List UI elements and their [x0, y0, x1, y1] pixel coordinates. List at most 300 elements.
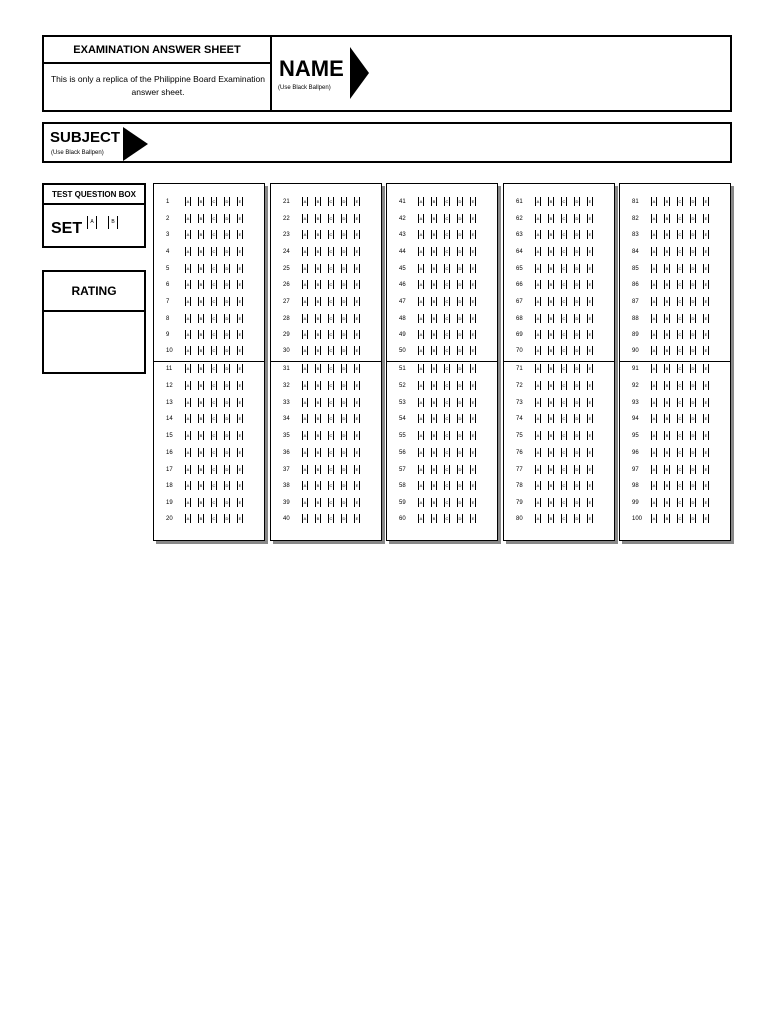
- answer-bubble[interactable]: B: [549, 500, 553, 505]
- answer-bubble[interactable]: C: [562, 400, 566, 405]
- answer-bubble[interactable]: C: [678, 282, 682, 287]
- answer-bubble[interactable]: B: [316, 216, 320, 221]
- answer-bubble[interactable]: A: [419, 416, 423, 421]
- answer-bubble[interactable]: C: [562, 316, 566, 321]
- answer-bubble[interactable]: D: [691, 232, 695, 237]
- answer-bubble[interactable]: D: [691, 282, 695, 287]
- answer-bubble[interactable]: A: [536, 383, 540, 388]
- answer-bubble[interactable]: B: [549, 483, 553, 488]
- answer-bubble[interactable]: E: [355, 433, 359, 438]
- answer-bubble[interactable]: C: [445, 232, 449, 237]
- answer-bubble[interactable]: B: [432, 282, 436, 287]
- answer-bubble[interactable]: B: [432, 316, 436, 321]
- answer-bubble[interactable]: E: [471, 266, 475, 271]
- answer-bubble[interactable]: C: [562, 433, 566, 438]
- answer-bubble[interactable]: E: [588, 450, 592, 455]
- answer-bubble[interactable]: C: [445, 348, 449, 353]
- answer-bubble[interactable]: D: [691, 483, 695, 488]
- answer-bubble[interactable]: A: [536, 483, 540, 488]
- answer-bubble[interactable]: E: [238, 467, 242, 472]
- answer-bubble[interactable]: D: [342, 483, 346, 488]
- answer-bubble[interactable]: A: [652, 366, 656, 371]
- answer-bubble[interactable]: A: [186, 383, 190, 388]
- answer-bubble[interactable]: B: [665, 400, 669, 405]
- answer-bubble[interactable]: C: [678, 467, 682, 472]
- answer-bubble[interactable]: A: [303, 500, 307, 505]
- answer-bubble[interactable]: D: [575, 332, 579, 337]
- answer-bubble[interactable]: E: [588, 416, 592, 421]
- answer-bubble[interactable]: B: [549, 467, 553, 472]
- answer-bubble[interactable]: E: [355, 249, 359, 254]
- answer-bubble[interactable]: B: [432, 249, 436, 254]
- answer-bubble[interactable]: E: [471, 299, 475, 304]
- answer-bubble[interactable]: D: [342, 383, 346, 388]
- answer-bubble[interactable]: A: [536, 332, 540, 337]
- answer-bubble[interactable]: D: [342, 516, 346, 521]
- answer-bubble[interactable]: B: [199, 332, 203, 337]
- answer-bubble[interactable]: E: [355, 316, 359, 321]
- answer-bubble[interactable]: D: [691, 383, 695, 388]
- answer-bubble[interactable]: E: [471, 500, 475, 505]
- answer-bubble[interactable]: B: [432, 433, 436, 438]
- answer-bubble[interactable]: B: [665, 366, 669, 371]
- answer-bubble[interactable]: E: [704, 332, 708, 337]
- answer-bubble[interactable]: C: [562, 467, 566, 472]
- answer-bubble[interactable]: B: [199, 483, 203, 488]
- answer-bubble[interactable]: A: [303, 282, 307, 287]
- answer-bubble[interactable]: E: [704, 433, 708, 438]
- answer-bubble[interactable]: E: [238, 299, 242, 304]
- answer-bubble[interactable]: C: [212, 299, 216, 304]
- answer-bubble[interactable]: B: [665, 383, 669, 388]
- answer-bubble[interactable]: C: [678, 383, 682, 388]
- answer-bubble[interactable]: E: [471, 433, 475, 438]
- answer-bubble[interactable]: E: [238, 199, 242, 204]
- answer-bubble[interactable]: B: [316, 416, 320, 421]
- answer-bubble[interactable]: A: [652, 282, 656, 287]
- answer-bubble[interactable]: C: [678, 232, 682, 237]
- answer-bubble[interactable]: E: [355, 332, 359, 337]
- answer-bubble[interactable]: B: [199, 266, 203, 271]
- answer-bubble[interactable]: D: [342, 216, 346, 221]
- answer-bubble[interactable]: A: [652, 299, 656, 304]
- answer-bubble[interactable]: A: [419, 299, 423, 304]
- answer-bubble[interactable]: D: [575, 416, 579, 421]
- answer-bubble[interactable]: E: [588, 400, 592, 405]
- answer-bubble[interactable]: C: [212, 266, 216, 271]
- answer-bubble[interactable]: C: [678, 216, 682, 221]
- answer-bubble[interactable]: A: [186, 299, 190, 304]
- answer-bubble[interactable]: D: [575, 467, 579, 472]
- answer-bubble[interactable]: A: [652, 232, 656, 237]
- answer-bubble[interactable]: D: [575, 400, 579, 405]
- answer-bubble[interactable]: B: [549, 348, 553, 353]
- answer-bubble[interactable]: C: [678, 483, 682, 488]
- answer-bubble[interactable]: D: [458, 467, 462, 472]
- answer-bubble[interactable]: A: [186, 483, 190, 488]
- answer-bubble[interactable]: A: [303, 450, 307, 455]
- answer-bubble[interactable]: D: [342, 500, 346, 505]
- answer-bubble[interactable]: D: [342, 332, 346, 337]
- answer-bubble[interactable]: C: [212, 483, 216, 488]
- answer-bubble[interactable]: B: [549, 516, 553, 521]
- answer-bubble[interactable]: E: [588, 467, 592, 472]
- answer-bubble[interactable]: D: [342, 450, 346, 455]
- answer-bubble[interactable]: D: [342, 416, 346, 421]
- answer-bubble[interactable]: E: [355, 500, 359, 505]
- answer-bubble[interactable]: E: [588, 366, 592, 371]
- answer-bubble[interactable]: B: [199, 199, 203, 204]
- answer-bubble[interactable]: B: [316, 500, 320, 505]
- answer-bubble[interactable]: A: [303, 516, 307, 521]
- answer-bubble[interactable]: E: [704, 383, 708, 388]
- answer-bubble[interactable]: D: [342, 199, 346, 204]
- answer-bubble[interactable]: B: [199, 383, 203, 388]
- answer-bubble[interactable]: E: [471, 282, 475, 287]
- answer-bubble[interactable]: E: [704, 216, 708, 221]
- answer-bubble[interactable]: E: [704, 282, 708, 287]
- answer-bubble[interactable]: E: [238, 316, 242, 321]
- answer-bubble[interactable]: B: [316, 433, 320, 438]
- answer-bubble[interactable]: D: [342, 366, 346, 371]
- answer-bubble[interactable]: E: [588, 433, 592, 438]
- answer-bubble[interactable]: E: [471, 216, 475, 221]
- answer-bubble[interactable]: D: [225, 383, 229, 388]
- answer-bubble[interactable]: D: [575, 383, 579, 388]
- answer-bubble[interactable]: E: [704, 199, 708, 204]
- answer-bubble[interactable]: A: [419, 433, 423, 438]
- answer-bubble[interactable]: A: [303, 383, 307, 388]
- answer-bubble[interactable]: B: [316, 366, 320, 371]
- answer-bubble[interactable]: D: [575, 348, 579, 353]
- answer-bubble[interactable]: E: [471, 348, 475, 353]
- answer-bubble[interactable]: D: [225, 516, 229, 521]
- answer-bubble[interactable]: A: [536, 516, 540, 521]
- answer-bubble[interactable]: E: [238, 450, 242, 455]
- answer-bubble[interactable]: E: [588, 383, 592, 388]
- answer-bubble[interactable]: C: [212, 232, 216, 237]
- answer-bubble[interactable]: C: [329, 366, 333, 371]
- answer-bubble[interactable]: B: [549, 249, 553, 254]
- answer-bubble[interactable]: D: [342, 282, 346, 287]
- answer-bubble[interactable]: C: [678, 332, 682, 337]
- answer-bubble[interactable]: A: [652, 332, 656, 337]
- answer-bubble[interactable]: A: [652, 516, 656, 521]
- answer-bubble[interactable]: D: [458, 366, 462, 371]
- answer-bubble[interactable]: C: [329, 332, 333, 337]
- answer-bubble[interactable]: E: [238, 383, 242, 388]
- answer-bubble[interactable]: C: [562, 516, 566, 521]
- answer-bubble[interactable]: C: [678, 348, 682, 353]
- answer-bubble[interactable]: E: [355, 199, 359, 204]
- answer-bubble[interactable]: A: [536, 400, 540, 405]
- answer-bubble[interactable]: A: [536, 500, 540, 505]
- answer-bubble[interactable]: A: [303, 467, 307, 472]
- answer-bubble[interactable]: D: [225, 299, 229, 304]
- answer-bubble[interactable]: E: [355, 232, 359, 237]
- answer-bubble[interactable]: E: [588, 266, 592, 271]
- answer-bubble[interactable]: E: [238, 348, 242, 353]
- answer-bubble[interactable]: A: [652, 348, 656, 353]
- answer-bubble[interactable]: D: [691, 199, 695, 204]
- answer-bubble[interactable]: E: [238, 249, 242, 254]
- answer-bubble[interactable]: D: [575, 249, 579, 254]
- answer-bubble[interactable]: D: [458, 199, 462, 204]
- answer-bubble[interactable]: D: [225, 433, 229, 438]
- answer-bubble[interactable]: B: [199, 500, 203, 505]
- answer-bubble[interactable]: D: [342, 400, 346, 405]
- answer-bubble[interactable]: B: [316, 467, 320, 472]
- answer-bubble[interactable]: B: [432, 199, 436, 204]
- answer-bubble[interactable]: E: [704, 500, 708, 505]
- answer-bubble[interactable]: D: [458, 216, 462, 221]
- answer-bubble[interactable]: E: [471, 400, 475, 405]
- answer-bubble[interactable]: E: [238, 483, 242, 488]
- answer-bubble[interactable]: A: [303, 266, 307, 271]
- answer-bubble[interactable]: B: [549, 199, 553, 204]
- answer-bubble[interactable]: D: [691, 332, 695, 337]
- answer-bubble[interactable]: E: [355, 299, 359, 304]
- answer-bubble[interactable]: E: [355, 282, 359, 287]
- answer-bubble[interactable]: A: [536, 316, 540, 321]
- answer-bubble[interactable]: E: [704, 348, 708, 353]
- answer-bubble[interactable]: A: [652, 383, 656, 388]
- answer-bubble[interactable]: A: [419, 348, 423, 353]
- answer-bubble[interactable]: A: [419, 450, 423, 455]
- answer-bubble[interactable]: E: [471, 467, 475, 472]
- answer-bubble[interactable]: A: [186, 249, 190, 254]
- answer-bubble[interactable]: A: [186, 516, 190, 521]
- answer-bubble[interactable]: A: [303, 216, 307, 221]
- answer-bubble[interactable]: B: [665, 467, 669, 472]
- answer-bubble[interactable]: D: [575, 450, 579, 455]
- answer-bubble[interactable]: A: [652, 450, 656, 455]
- answer-bubble[interactable]: C: [445, 249, 449, 254]
- answer-bubble[interactable]: C: [562, 216, 566, 221]
- answer-bubble[interactable]: A: [303, 400, 307, 405]
- answer-bubble[interactable]: B: [316, 483, 320, 488]
- answer-bubble[interactable]: B: [665, 516, 669, 521]
- answer-bubble[interactable]: E: [238, 416, 242, 421]
- answer-bubble[interactable]: B: [665, 348, 669, 353]
- answer-bubble[interactable]: C: [445, 266, 449, 271]
- answer-bubble[interactable]: B: [665, 232, 669, 237]
- answer-bubble[interactable]: D: [691, 266, 695, 271]
- answer-bubble[interactable]: B: [665, 500, 669, 505]
- answer-bubble[interactable]: A: [419, 483, 423, 488]
- answer-bubble[interactable]: A: [652, 433, 656, 438]
- answer-bubble[interactable]: B: [432, 383, 436, 388]
- answer-bubble[interactable]: C: [329, 249, 333, 254]
- answer-bubble[interactable]: C: [678, 516, 682, 521]
- answer-bubble[interactable]: C: [445, 450, 449, 455]
- answer-bubble[interactable]: E: [704, 467, 708, 472]
- answer-bubble[interactable]: B: [316, 516, 320, 521]
- answer-bubble[interactable]: A: [419, 266, 423, 271]
- answer-bubble[interactable]: E: [588, 299, 592, 304]
- answer-bubble[interactable]: A: [303, 199, 307, 204]
- answer-bubble[interactable]: E: [471, 316, 475, 321]
- answer-bubble[interactable]: C: [212, 366, 216, 371]
- answer-bubble[interactable]: E: [704, 232, 708, 237]
- answer-bubble[interactable]: B: [316, 282, 320, 287]
- answer-bubble[interactable]: B: [316, 266, 320, 271]
- answer-bubble[interactable]: C: [678, 500, 682, 505]
- answer-bubble[interactable]: A: [536, 348, 540, 353]
- answer-bubble[interactable]: E: [704, 366, 708, 371]
- answer-bubble[interactable]: C: [445, 416, 449, 421]
- answer-bubble[interactable]: C: [329, 316, 333, 321]
- answer-bubble[interactable]: A: [186, 266, 190, 271]
- answer-bubble[interactable]: D: [691, 299, 695, 304]
- answer-bubble[interactable]: C: [445, 433, 449, 438]
- answer-bubble[interactable]: E: [238, 282, 242, 287]
- answer-bubble[interactable]: D: [458, 483, 462, 488]
- answer-bubble[interactable]: D: [691, 400, 695, 405]
- answer-bubble[interactable]: C: [678, 433, 682, 438]
- answer-bubble[interactable]: E: [704, 483, 708, 488]
- answer-bubble[interactable]: D: [691, 416, 695, 421]
- answer-bubble[interactable]: C: [445, 500, 449, 505]
- answer-bubble[interactable]: D: [458, 500, 462, 505]
- answer-bubble[interactable]: A: [652, 416, 656, 421]
- answer-bubble[interactable]: D: [691, 433, 695, 438]
- answer-bubble[interactable]: E: [471, 416, 475, 421]
- answer-bubble[interactable]: C: [445, 467, 449, 472]
- answer-bubble[interactable]: B: [665, 483, 669, 488]
- answer-bubble[interactable]: D: [575, 483, 579, 488]
- answer-bubble[interactable]: C: [562, 416, 566, 421]
- answer-bubble[interactable]: D: [458, 332, 462, 337]
- answer-bubble[interactable]: D: [342, 467, 346, 472]
- answer-bubble[interactable]: E: [238, 332, 242, 337]
- answer-bubble[interactable]: E: [355, 416, 359, 421]
- answer-bubble[interactable]: E: [355, 450, 359, 455]
- answer-bubble[interactable]: B: [432, 416, 436, 421]
- answer-bubble[interactable]: D: [458, 400, 462, 405]
- answer-bubble[interactable]: C: [678, 249, 682, 254]
- answer-bubble[interactable]: B: [432, 500, 436, 505]
- answer-bubble[interactable]: A: [303, 416, 307, 421]
- answer-bubble[interactable]: A: [419, 199, 423, 204]
- answer-bubble[interactable]: A: [652, 216, 656, 221]
- answer-bubble[interactable]: B: [316, 450, 320, 455]
- answer-bubble[interactable]: E: [355, 383, 359, 388]
- answer-bubble[interactable]: B: [199, 467, 203, 472]
- answer-bubble[interactable]: E: [355, 216, 359, 221]
- answer-bubble[interactable]: A: [186, 232, 190, 237]
- answer-bubble[interactable]: D: [225, 216, 229, 221]
- answer-bubble[interactable]: A: [652, 316, 656, 321]
- answer-bubble[interactable]: A: [536, 416, 540, 421]
- answer-bubble[interactable]: D: [342, 249, 346, 254]
- answer-bubble[interactable]: B: [432, 216, 436, 221]
- answer-bubble[interactable]: B: [665, 299, 669, 304]
- answer-bubble[interactable]: A: [536, 299, 540, 304]
- answer-bubble[interactable]: C: [212, 467, 216, 472]
- answer-bubble[interactable]: B: [199, 516, 203, 521]
- answer-bubble[interactable]: A: [303, 348, 307, 353]
- answer-bubble[interactable]: B: [665, 416, 669, 421]
- answer-bubble[interactable]: A: [186, 216, 190, 221]
- answer-bubble[interactable]: A: [419, 332, 423, 337]
- answer-bubble[interactable]: D: [225, 467, 229, 472]
- answer-bubble[interactable]: C: [212, 216, 216, 221]
- answer-bubble[interactable]: D: [225, 348, 229, 353]
- answer-bubble[interactable]: B: [549, 216, 553, 221]
- answer-bubble[interactable]: A: [652, 199, 656, 204]
- answer-bubble[interactable]: A: [536, 433, 540, 438]
- answer-bubble[interactable]: C: [562, 299, 566, 304]
- answer-bubble[interactable]: C: [329, 299, 333, 304]
- answer-bubble[interactable]: C: [445, 299, 449, 304]
- answer-bubble[interactable]: C: [445, 216, 449, 221]
- answer-bubble[interactable]: D: [458, 282, 462, 287]
- answer-bubble[interactable]: E: [355, 467, 359, 472]
- answer-bubble[interactable]: B: [665, 316, 669, 321]
- answer-bubble[interactable]: E: [704, 450, 708, 455]
- answer-bubble[interactable]: B: [665, 266, 669, 271]
- answer-bubble[interactable]: D: [575, 282, 579, 287]
- answer-bubble[interactable]: B: [432, 400, 436, 405]
- answer-bubble[interactable]: C: [678, 199, 682, 204]
- answer-bubble[interactable]: E: [588, 216, 592, 221]
- answer-bubble[interactable]: C: [212, 433, 216, 438]
- answer-bubble[interactable]: C: [562, 282, 566, 287]
- answer-bubble[interactable]: D: [342, 266, 346, 271]
- answer-bubble[interactable]: D: [575, 216, 579, 221]
- answer-bubble[interactable]: C: [212, 450, 216, 455]
- answer-bubble[interactable]: D: [575, 299, 579, 304]
- answer-bubble[interactable]: B: [665, 199, 669, 204]
- answer-bubble[interactable]: E: [471, 232, 475, 237]
- answer-bubble[interactable]: B: [549, 299, 553, 304]
- answer-bubble[interactable]: D: [342, 316, 346, 321]
- answer-bubble[interactable]: A: [419, 216, 423, 221]
- answer-bubble[interactable]: A: [303, 366, 307, 371]
- answer-bubble[interactable]: B: [665, 433, 669, 438]
- answer-bubble[interactable]: C: [562, 266, 566, 271]
- answer-bubble[interactable]: B: [549, 400, 553, 405]
- answer-bubble[interactable]: B: [432, 483, 436, 488]
- answer-bubble[interactable]: E: [704, 516, 708, 521]
- answer-bubble[interactable]: C: [445, 383, 449, 388]
- answer-bubble[interactable]: C: [329, 232, 333, 237]
- answer-bubble[interactable]: A: [186, 316, 190, 321]
- answer-bubble[interactable]: A: [303, 299, 307, 304]
- answer-bubble[interactable]: D: [458, 383, 462, 388]
- answer-bubble[interactable]: E: [588, 483, 592, 488]
- answer-bubble[interactable]: C: [562, 199, 566, 204]
- answer-bubble[interactable]: C: [678, 450, 682, 455]
- answer-bubble[interactable]: A: [303, 433, 307, 438]
- answer-bubble[interactable]: E: [238, 232, 242, 237]
- answer-bubble[interactable]: A: [419, 500, 423, 505]
- answer-bubble[interactable]: E: [471, 516, 475, 521]
- answer-bubble[interactable]: C: [562, 366, 566, 371]
- answer-bubble[interactable]: E: [238, 516, 242, 521]
- answer-bubble[interactable]: D: [691, 516, 695, 521]
- answer-bubble[interactable]: D: [225, 366, 229, 371]
- answer-bubble[interactable]: B: [549, 232, 553, 237]
- answer-bubble[interactable]: C: [212, 249, 216, 254]
- answer-bubble[interactable]: D: [458, 450, 462, 455]
- answer-bubble[interactable]: C: [329, 216, 333, 221]
- answer-bubble[interactable]: B: [549, 416, 553, 421]
- answer-bubble[interactable]: B: [665, 450, 669, 455]
- answer-bubble[interactable]: C: [329, 383, 333, 388]
- answer-bubble[interactable]: A: [652, 266, 656, 271]
